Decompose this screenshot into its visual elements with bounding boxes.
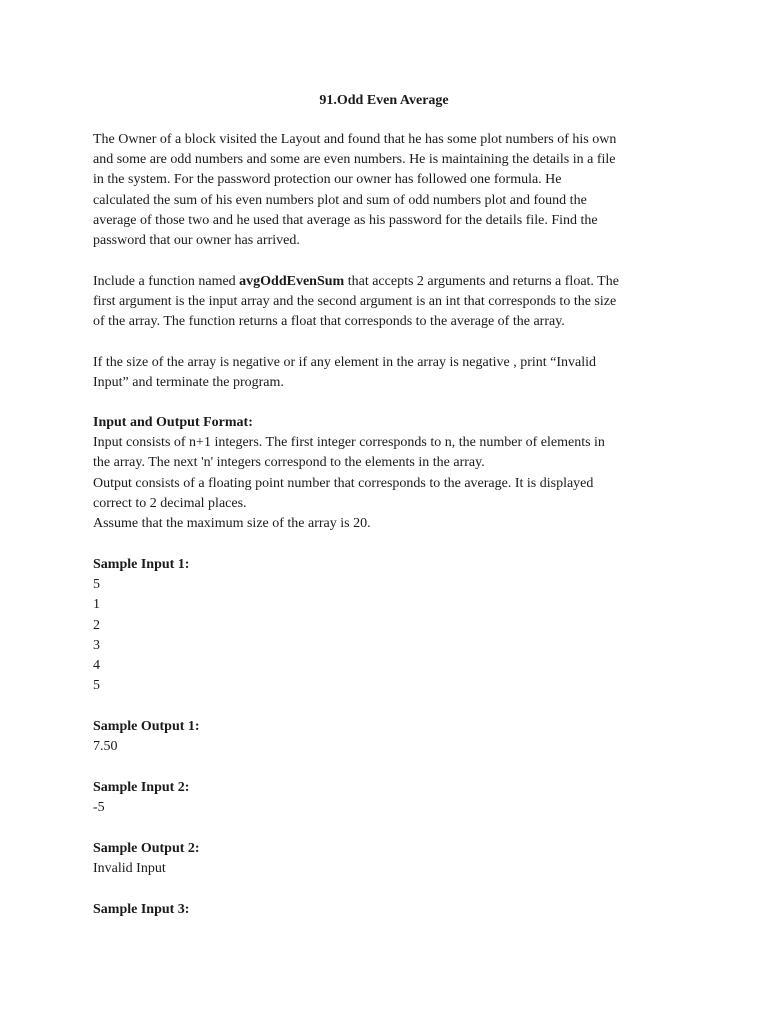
intro-line: password that our owner has arrived.	[93, 233, 300, 249]
sample-output-2-value: Invalid Input	[93, 861, 166, 877]
sample-output-1-value: 7.50	[93, 739, 118, 755]
intro-line: and some are odd numbers and some are even numbers. He is maintaining the details in a file	[93, 152, 616, 168]
function-name: avgOddEvenSum	[239, 274, 345, 289]
sample-input-3-section	[93, 900, 663, 920]
intro-paragraph	[93, 130, 663, 251]
io-line: Input consists of n+1 integers. The first integer corresponds to n, the number of elements in	[93, 435, 605, 451]
sample-input-1-value: 5	[93, 678, 100, 694]
sample-input-1-value: 2	[93, 617, 100, 633]
sample-input-1-heading: Sample Input 1:	[93, 557, 190, 572]
io-line: correct to 2 decimal places.	[93, 495, 247, 511]
io-line: the array. The next 'n' integers correspond to the elements in the array.	[93, 455, 485, 471]
invalid-input-paragraph	[93, 353, 663, 393]
sample-input-2-heading: Sample Input 2:	[93, 780, 190, 795]
sample-input-1-value: 1	[93, 597, 100, 613]
function-line: first argument is the input array and the second argument is an int that corresponds to the size	[93, 294, 617, 310]
intro-line: calculated the sum of his even numbers plot and sum of odd numbers plot and found the	[93, 192, 587, 208]
sample-input-1-value: 4	[93, 658, 100, 674]
invalid-line: Input” and terminate the program.	[93, 375, 284, 391]
sample-output-1-heading: Sample Output 1:	[93, 719, 200, 734]
intro-line: average of those two and he used that average as his password for the details file. Find the	[93, 212, 598, 228]
sample-output-2-heading: Sample Output 2:	[93, 841, 200, 856]
invalid-line: If the size of the array is negative or if any element in the array is negative , print “Invalid	[93, 355, 597, 370]
sample-input-2-section	[93, 778, 663, 818]
sample-output-2-section	[93, 839, 663, 879]
intro-line: in the system. For the password protection our owner has followed one formula. He	[93, 172, 562, 188]
function-text-post: that accepts 2 arguments and returns a float. The	[344, 274, 619, 289]
sample-input-1-value: 3	[93, 637, 100, 653]
sample-input-1-section	[93, 555, 663, 696]
document-title: 91.Odd Even Average	[319, 93, 449, 108]
function-line: of the array. The function returns a float that corresponds to the average of the array.	[93, 314, 565, 330]
io-format-section	[93, 413, 663, 534]
function-line	[93, 272, 663, 292]
sample-input-2-value: -5	[93, 800, 105, 816]
io-line: Assume that the maximum size of the array is 20.	[93, 516, 371, 532]
intro-line: The Owner of a block visited the Layout and found that he has some plot numbers of his own	[93, 132, 617, 147]
function-paragraph	[93, 272, 663, 333]
sample-output-1-section	[93, 717, 663, 757]
sample-input-3-heading: Sample Input 3:	[93, 902, 190, 917]
io-format-heading: Input and Output Format:	[93, 415, 253, 430]
io-line: Output consists of a floating point number that corresponds to the average. It is displayed	[93, 475, 594, 491]
function-text-pre: Include a function named	[93, 274, 240, 289]
sample-input-1-value: 5	[93, 577, 100, 593]
